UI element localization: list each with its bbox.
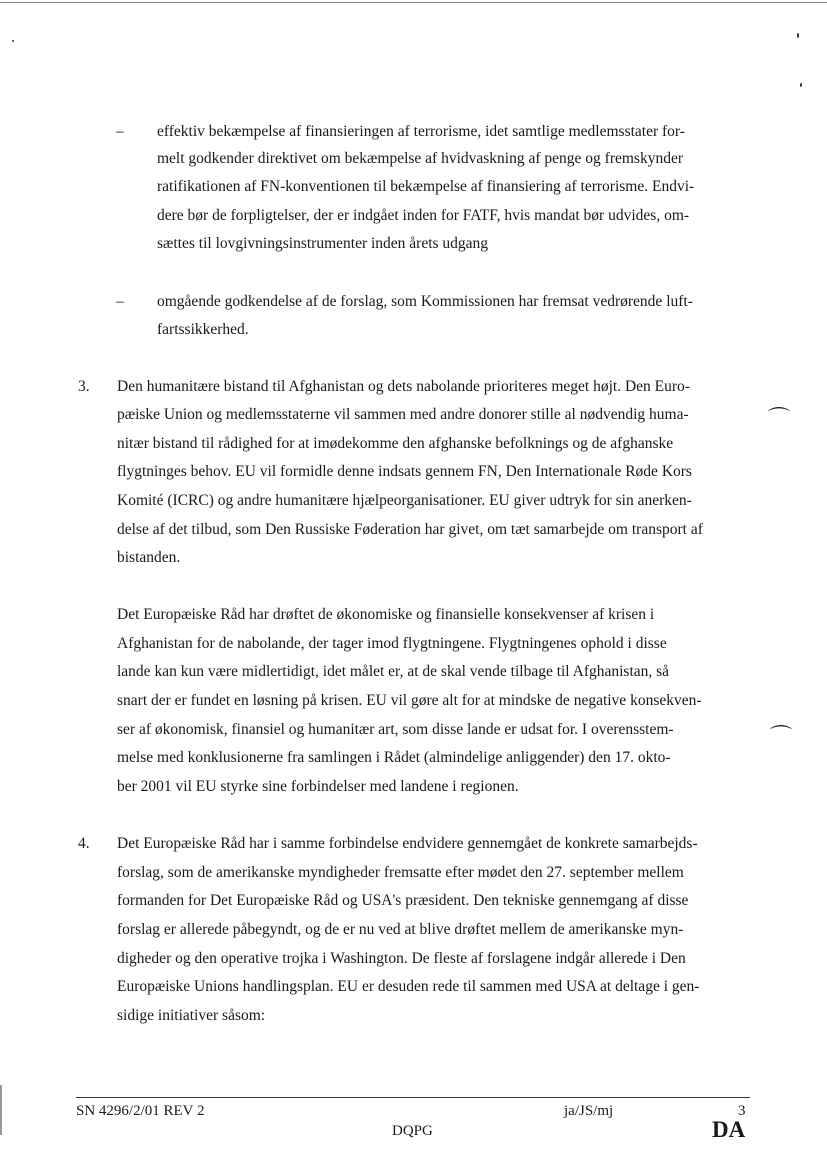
text-line: lande kan kun være midlertidigt, idet målet er, at de skal vende tilbage til Afghanistan, så [117,663,670,680]
scan-top-border [0,2,827,3]
text-line: Afghanistan for de nabolande, der tager imod flygtningene. Flygtningenes ophold i disse [117,635,667,652]
text-line: snart der er fundet en løsning på krisen. EU vil gøre alt for at mindske de negative konsekven- [117,692,702,709]
scan-speck [797,33,799,38]
text-line: effektiv bekæmpelse af finansieringen af terrorisme, idet samtlige medlemsstater for- [157,123,685,140]
paragraph-number: 3. [78,378,90,395]
scan-speck [800,83,802,87]
text-line: Den humanitære bistand til Afghanistan og dets nabolande prioriteres meget højt. Den Euro- [117,378,690,395]
text-line: nitær bistand til rådighed for at imødekomme den afghanske befolknings og de afghanske [117,435,674,452]
author-initials: ja/JS/mj [564,1103,614,1119]
text-line: delse af det tilbud, som Den Russiske Føderation har givet, om tæt samarbejde om transport af [117,521,703,538]
text-line: ratifikationen af FN-konventionen til bekæmpelse af finansiering af terrorisme. Endvi- [157,178,695,195]
footer-rule [76,1097,750,1098]
page-number: 3 [738,1103,746,1119]
text-line: Komité (ICRC) og andre humanitære hjælpeorganisationer. EU giver udtryk for sin anerken- [117,492,692,509]
text-line: sættes til lovgivningsinstrumenter inden årets udgang [157,235,489,252]
document-reference: SN 4296/2/01 REV 2 [76,1103,205,1119]
punch-hole-mark: ⌒ [770,724,793,749]
text-line: ber 2001 vil EU styrke sine forbindelser med landene i regionen. [117,778,519,795]
text-line: Det Europæiske Råd har drøftet de økonomiske og finansielle konsekvenser af krisen i [117,606,655,623]
department-code: DQPG [392,1123,433,1139]
punch-hole-mark: ⌒ [768,406,791,431]
text-line: pæiske Union og medlemsstaterne vil sammen med andre donorer stille al nødvendig huma- [117,406,689,423]
bullet-dash: – [116,293,124,310]
text-line: forslag, som de amerikanske myndigheder fremsatte efter mødet den 27. september mellem [117,864,684,881]
language-code: DA [712,1117,746,1142]
text-line: formanden for Det Europæiske Råd og USA's præsident. Den tekniske gennemgang af disse [117,892,689,909]
text-line: melt godkender direktivet om bekæmpelse af hvidvaskning af penge og fremskynder [157,150,683,167]
text-line: dere bør de forpligtelser, der er indgået inden for FATF, hvis mandat bør udvides, om- [157,207,690,224]
bullet-dash: – [116,123,124,140]
text-line: fartssikkerhed. [157,321,249,338]
paragraph-number: 4. [78,835,90,852]
scan-speck [12,40,14,42]
text-line: melse med konklusionerne fra samlingen i Rådet (almindelige anliggender) den 17. okto- [117,749,671,766]
text-line: digheder og den operative trojka i Washington. De fleste af forslagene indgår allerede i Den [117,950,686,967]
text-line: sidige initiativer såsom: [117,1007,266,1024]
text-line: Det Europæiske Råd har i samme forbindelse endvidere gennemgået de konkrete samarbejds- [117,835,698,852]
text-line: bistanden. [117,549,181,566]
scan-left-edge [0,1085,2,1135]
text-line: ser af økonomisk, finansiel og humanitær art, som disse lande er udsat for. I overensstem- [117,721,674,738]
text-line: flygtninges behov. EU vil formidle denne indsats gennem FN, Den Internationale Røde Kors [117,463,692,480]
text-line: Europæiske Unions handlingsplan. EU er desuden rede til sammen med USA at deltage i gen- [117,978,700,995]
text-line: forslag er allerede påbegyndt, og de er nu ved at blive drøftet mellem de amerikanske myn- [117,921,684,938]
text-line: omgående godkendelse af de forslag, som Kommissionen har fremsat vedrørende luft- [157,293,693,310]
